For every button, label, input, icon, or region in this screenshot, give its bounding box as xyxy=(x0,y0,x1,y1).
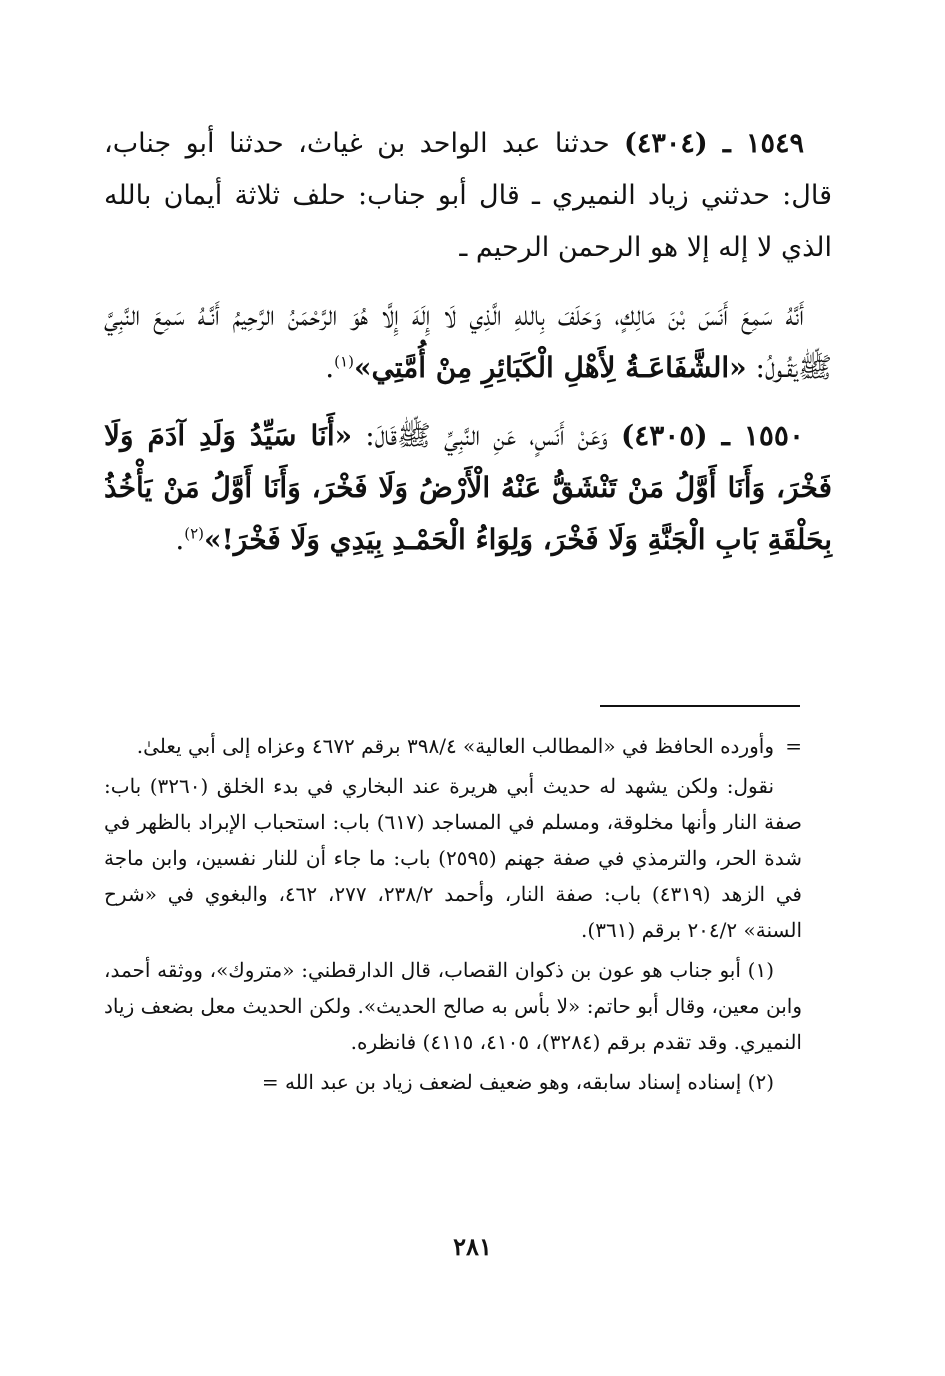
matn-intro: وَعَنْ أَنَسٍ، عَنِ النَّبِيِّ ﷺقَالَ: xyxy=(352,419,608,452)
hadith-1549-isnad xyxy=(104,118,832,274)
sentence-end: . xyxy=(325,351,335,384)
page-number: ٢٨١ xyxy=(453,1232,492,1261)
continuation-mark: = xyxy=(261,1070,279,1094)
footnotes xyxy=(104,728,802,1104)
matn-quote: «أَنَا سَيِّدُ وَلَدِ آدَمَ وَلَا فَخْرَ، وَأَنَا أَوَّلُ مَنْ تَنْشَقُّ عَنْهُ الْأَرْضُ وَلَا فَخْرَ، وَأَنَا أَوَّلُ مَنْ يَأْخُذُ بِحَلْقَةِ بَابِ الْجَنَّةِ وَلَا فَخْرَ، وَلِوَاءُ الْحَمْـدِ بِيَدِي وَلَا فَخْرَ!» xyxy=(104,419,832,556)
footnote-carry-over xyxy=(104,728,802,764)
footnote-text: نقول: ولكن يشهد له حديث أبي هريرة عند البخاري في بدء الخلق (٣٢٦٠) باب: صفة النار وأنها مخلوقة، ومسلم في المساجد (٦١٧) باب: استحباب الإبراد بالظهر في شدة الحر، والترمذي في صفة جهنم (٢٥٩٥) باب: ما جاء أن للنار نفسين، وابن ماجة في الزهد (٤٣١٩) باب: صفة النار، وأحمد ٢٣٨/٢، ٢٧٧، ٤٦٢، والبغوي في «شرح السنة» ٢٠٤/٢ برقم (٣٦١). xyxy=(104,774,802,942)
main-text xyxy=(104,118,832,582)
hadith-number: ١٥٥٠ ـ (٤٣٠٥) xyxy=(620,419,804,452)
footnote-1 xyxy=(104,952,802,1060)
footnote-ref: (١) xyxy=(334,352,354,371)
hadith-number: ١٥٤٩ ـ (٤٣٠٤) xyxy=(624,128,804,159)
footnote-2 xyxy=(104,1064,802,1100)
matn-intro: أَنَّهُ سَمِعَ أَنَسَ بْنَ مَالِكٍ، وَحَلَفَ بِاللهِ الَّذِي لَا إِلَهَ إِلَّا هُوَ الرَّحْمَنُ الرَّحِيمُ أَنَّـهُ سَمِعَ النَّبِيَّ ﷺيَقُـولُ: xyxy=(104,299,832,384)
sentence-end: . xyxy=(175,523,185,556)
isnad-text: حدثنا عبد الواحد بن غياث، حدثنا أبو جناب، قال: حدثني زياد النميري ـ قال أبو جناب: حلف ثلاثة أيمان بالله الذي لا إله إلا هو الرحمن الرحيم ـ xyxy=(104,128,832,263)
footnote-text: (٢) إسناده إسناد سابقه، وهو ضعيف لضعف زياد بن عبد الله xyxy=(284,1070,774,1094)
hadith-1550 xyxy=(104,410,832,566)
footnote-ref: (٢) xyxy=(184,524,204,543)
hadith-1549-matn xyxy=(104,290,832,394)
footnote-text: وأورده الحافظ في «المطالب العالية» ٣٩٨/٤ برقم ٤٦٧٢ وعزاه إلى أبي يعلىٰ. xyxy=(136,734,774,758)
footnote-separator xyxy=(600,705,800,707)
matn-quote: «الشَّفَاعَـةُ لِأَهْلِ الْكَبَائِرِ مِنْ أُمَّتِي» xyxy=(353,351,747,384)
footnote-comment xyxy=(104,768,802,948)
footnote-text: (١) أبو جناب هو عون بن ذكوان القصاب، قال الدارقطني: «متروك»، ووثقه أحمد، وابن معين، وقال أبو حاتم: «لا بأس به صالح الحديث». ولكن الحديث معل بضعف زياد النميري. وقد تقدم برقم (٣٢٨٤)، ٤١٠٥، ٤١١٥) فانظره. xyxy=(104,958,802,1054)
continuation-mark: = xyxy=(785,734,802,758)
